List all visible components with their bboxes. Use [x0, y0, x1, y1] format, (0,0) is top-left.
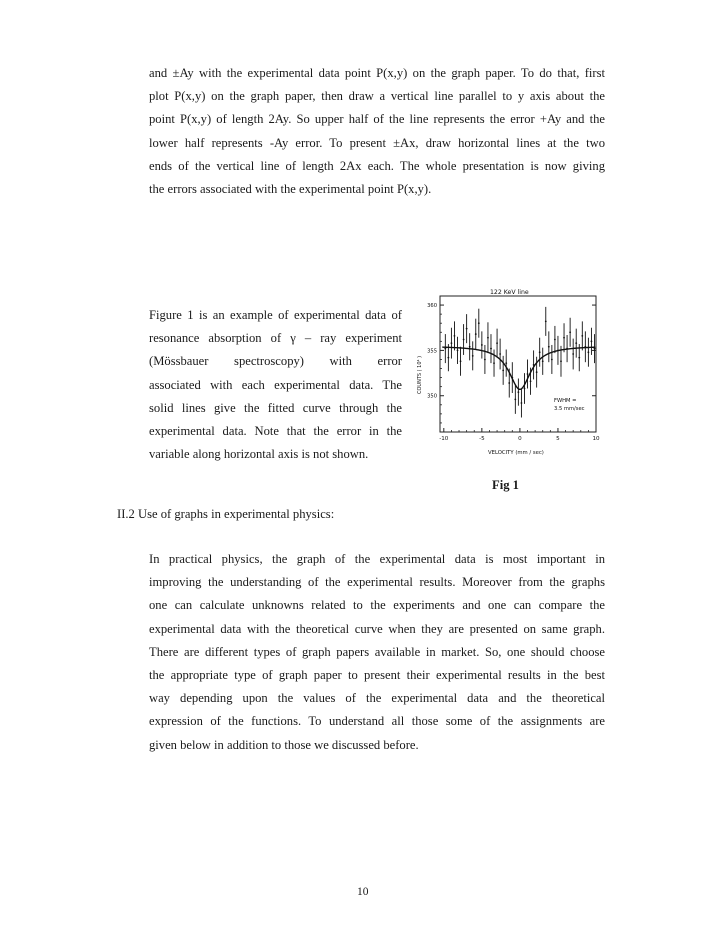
y-tick-label: 350 [427, 393, 437, 400]
data-point [587, 351, 589, 353]
data-point [575, 342, 577, 344]
data-point [508, 382, 510, 384]
data-point [460, 360, 462, 362]
data-point [444, 348, 446, 350]
data-point [563, 337, 565, 339]
section-heading: II.2 Use of graphs in experimental physics: [117, 507, 335, 521]
data-point [463, 339, 465, 341]
text-line: variable along horizontal axis is not shown. [149, 447, 369, 462]
text-line: and ±Ay with the experimental data point P(x,y) on the graph paper. To do that, first [149, 66, 605, 80]
data-point [451, 342, 453, 344]
data-point [457, 350, 459, 352]
x-axis-ticks [439, 428, 600, 442]
data-point [466, 328, 468, 330]
data-point [524, 388, 526, 390]
text-line: expression of the functions. To understand all those some of the assignments are [149, 714, 605, 729]
data-point [496, 342, 498, 344]
text-line: associated with each experimental data. The [149, 377, 402, 392]
data-point [454, 335, 456, 337]
data-point [469, 346, 471, 348]
data-point [502, 369, 504, 371]
data-point [481, 344, 483, 346]
data-point [554, 339, 556, 341]
x-tick-label: 0 [518, 436, 522, 442]
chart-title: 122 KeV line [490, 289, 529, 296]
text-line: solid lines give the fitted curve through the [149, 400, 402, 415]
data-point [514, 398, 516, 400]
text-line: Figure 1 is an example of experimental data of [149, 308, 402, 322]
paragraph-error-bars [149, 62, 605, 201]
text-line: experimental data with the theoretical curve when they are presented on same graph. [149, 621, 605, 636]
text-line: given below in addition to those we discussed before. [149, 737, 419, 752]
data-point [560, 360, 562, 362]
text-line: lower half represents -Ay error. To present ±Ax, draw horizontal lines at the two [149, 135, 605, 150]
figure-caption: Fig 1 [492, 478, 519, 492]
text-line: There are different types of graph papers available in market. So, one should choose [149, 644, 605, 659]
paragraph-graph-usage [149, 548, 605, 757]
text-line: way depending upon the values of the experimental data and the theoretical [149, 691, 605, 706]
data-point [487, 337, 489, 339]
page-number: 10 [357, 886, 369, 898]
text-line: improving the understanding of the experimental results. Moreover from the graphs [149, 575, 605, 590]
data-point [499, 353, 501, 355]
x-tick-label: 10 [592, 436, 600, 442]
mossbauer-spectrum-figure [402, 282, 608, 464]
data-point [569, 331, 571, 333]
data-point [578, 357, 580, 359]
data-point [490, 348, 492, 350]
text-line: the appropriate type of graph paper to present their experimental results in the best [149, 668, 605, 683]
data-point [542, 360, 544, 362]
text-line: point P(x,y) of length 2Ay. So upper half of the line represents the error +Ay and the [149, 112, 605, 127]
text-line: the errors associated with the experimental point P(x,y). [149, 182, 432, 197]
text-line: ends of the vertical line of length 2Ax each. The whole presentation is now giving [149, 158, 605, 173]
x-tick-label: -5 [479, 436, 485, 442]
data-point [530, 380, 532, 382]
text-line: (Mössbauer spectroscopy) with error [149, 354, 402, 369]
text-line: experimental data. Note that the error in the [149, 424, 402, 439]
data-point [517, 391, 519, 393]
data-point [472, 355, 474, 357]
paragraph-figure-description [149, 304, 402, 466]
data-point [536, 371, 538, 373]
data-point [493, 362, 495, 364]
y-tick-label: 355 [427, 348, 437, 355]
text-line: one can calculate unknowns related to the experiments and one can compare the [149, 598, 605, 613]
data-point [594, 348, 596, 350]
data-point [548, 346, 550, 348]
text-line: In practical physics, the graph of the experimental data is most important in [149, 552, 605, 566]
y-axis-label: COUNTS ( 10⁴ ) [417, 355, 423, 394]
text-line: resonance absorption of γ – ray experiment [149, 331, 402, 346]
data-point [447, 357, 449, 359]
x-tick-label: -10 [439, 436, 449, 442]
data-point [475, 333, 477, 335]
y-tick-label: 360 [427, 303, 437, 310]
data-point [581, 335, 583, 337]
data-point [478, 322, 480, 324]
data-point [539, 351, 541, 353]
x-axis-label: VELOCITY (mm / sec) [488, 450, 544, 456]
fwhm-label: FWHM = [554, 398, 577, 404]
data-point [572, 353, 574, 355]
data-point [521, 402, 523, 404]
data-point [551, 359, 553, 361]
text-line: plot P(x,y) on the graph paper, then draw a vertical line parallel to y axis about the [149, 89, 605, 104]
data-point [505, 362, 507, 364]
data-point [545, 320, 547, 322]
data-point [484, 359, 486, 361]
x-tick-label: 5 [556, 436, 560, 442]
y-axis-ticks [427, 303, 596, 423]
data-point [591, 340, 593, 342]
fwhm-value: 3.5 mm/sec [554, 406, 585, 412]
data-point [527, 373, 529, 375]
